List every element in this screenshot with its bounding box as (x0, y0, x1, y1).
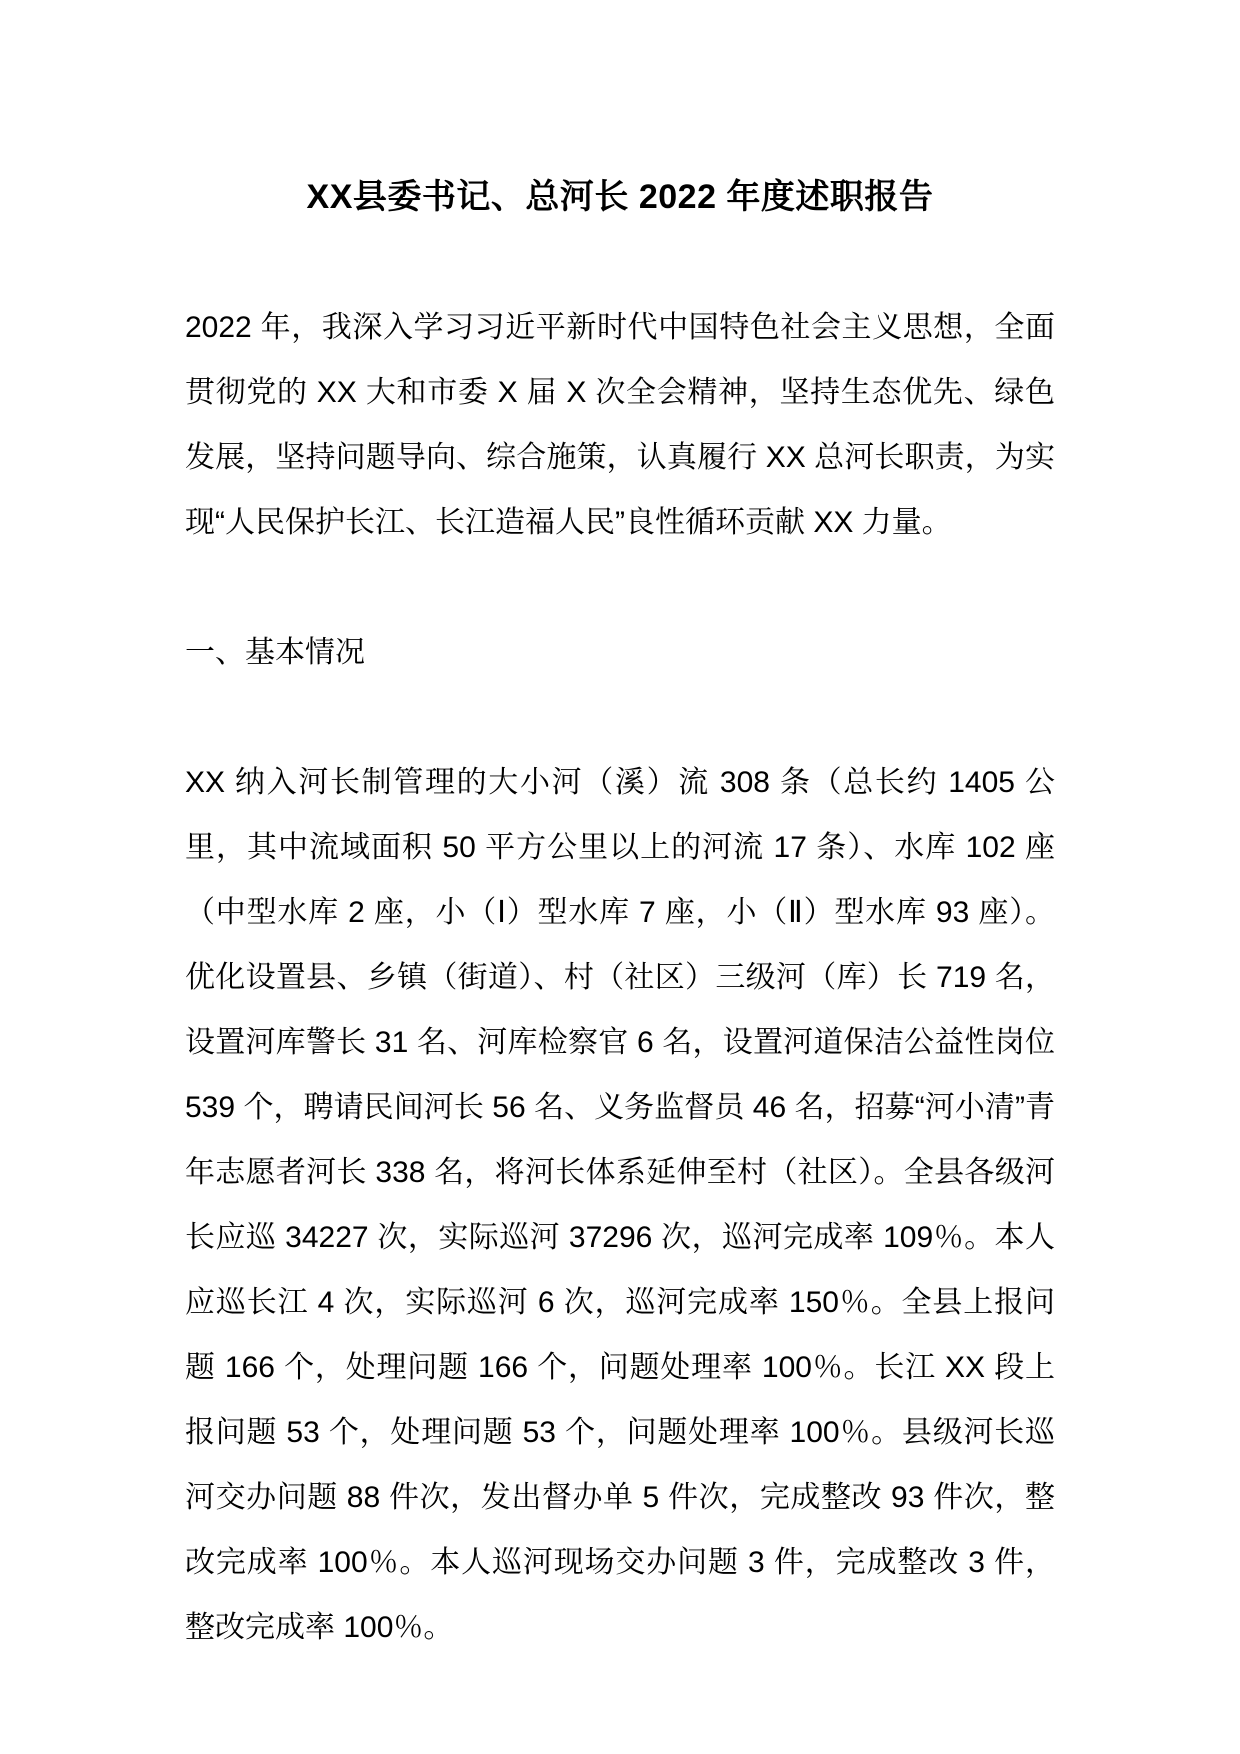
section-1-heading: 一、基本情况 (185, 636, 365, 669)
document-title: XX县委书记、总河长 2022 年度述职报告 (306, 178, 934, 216)
intro-paragraph: 2022 年，我深入学习习近平新时代中国特色社会主义思想，全面贯彻党的 XX 大和市委 X 届 X 次全会精神，坚持生态优先、绿色发展，坚持问题导向、综合施策，认真履行 XX 总河长职责，为实现“人民保护长江、长江造福人民”良性循环贡献 XX 力量。 (185, 311, 1055, 539)
section-1-body: XX 纳入河长制管理的大小河（溪）流 308 条（总长约 1405 公里，其中流域面积 50 平方公里以上的河流 17 条）、水库 102 座（中型水库 2 座，小（Ⅰ）型水库 7 座，小（Ⅱ）型水库 93 座）。优化设置县、乡镇（街道）、村（社区）三级河（库）长 719 名，设置河库警长 31 名、河库检察官 6 名，设置河道保洁公益性岗位 539 个，聘请民间河长 56 名、义务监督员 46 名，招募“河小清”青年志愿者河长 338 名，将河长体系延伸至村（社区）。全县各级河长应巡 34227 次，实际巡河 37296 次，巡河完成率 109％。本人应巡长江 4 次，实际巡河 6 次，巡河完成率 150％。全县上报问题 166 个，处理问题 166 个，问题处理率 100％。长江 XX 段上报问题 53 个，处理问题 53 个，问题处理率 100％。县级河长巡河交办问题 88 件次，发出督办单 5 件次，完成整改 93 件次，整改完成率 100％。本人巡河现场交办问题 3 件，完成整改 3 件，整改完成率 100％。 (185, 766, 1055, 1644)
